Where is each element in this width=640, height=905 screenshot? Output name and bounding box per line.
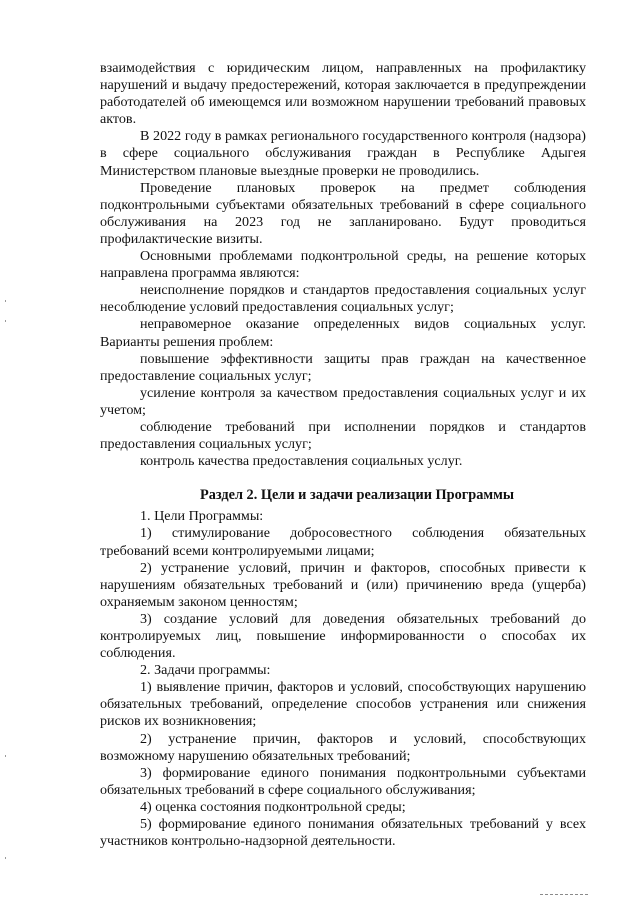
body-paragraph: В 2022 году в рамках регионального государственного контроля (надзора) в сфере социального обслуживания граждан в Республике Адыгея Министерством плановые выездные проверки не проводились. [100, 128, 586, 179]
scan-speck [5, 320, 6, 322]
body-paragraph: 3) создание условий для доведения обязательных требований до контролируемых лиц, повышение информированности о способах их соблюдения. [100, 610, 586, 662]
scan-speck [5, 755, 6, 757]
body-paragraph: 4) оценка состояния подконтрольной среды; [140, 798, 406, 815]
body-paragraph: повышение эффективности защиты прав граждан на качественное предоставление социальных услуг; [100, 350, 586, 384]
body-paragraph: соблюдение требований при исполнении порядков и стандартов предоставления социальных услуг; [100, 418, 586, 453]
body-paragraph: 5) формирование единого понимания обязательных требований у всех участников контрольно-надзорной деятельности. [100, 816, 586, 850]
body-paragraph: взаимодействия с юридическим лицом, направленных на профилактику нарушений и выдачу предостережений, которая заключается в предупреждении работодателей об имеющемся или возможном нарушении требований правовых актов. [100, 60, 586, 128]
body-paragraph: Проведение плановых проверок на предмет соблюдения подконтрольными субъектами обязательных требований в сфере социального обслуживания на 2023 год не запланировано. Будут проводиться профилактические визиты. [100, 179, 586, 247]
body-paragraph: 2) устранение условий, причин и факторов, способных привести к нарушениям обязательных требований и (или) причинению вреда (ущерба) охраняемым законом ценностям; [100, 559, 586, 610]
body-paragraph: контроль качества предоставления социальных услуг. [140, 453, 463, 470]
footer-rule [540, 894, 588, 897]
body-paragraph: 1) стимулирование добросовестного соблюдения обязательных требований всеми контролируемыми лицами; [100, 525, 586, 559]
body-paragraph: 2. Задачи программы: [140, 662, 271, 679]
document-body [100, 60, 586, 850]
body-paragraph: 1. Цели Программы: [140, 508, 264, 525]
scan-speck [5, 300, 6, 302]
scan-speck [5, 857, 6, 859]
body-paragraph: Основными проблемами подконтрольной среды, на решение которых направлена программа являются: [100, 248, 586, 282]
section-heading: Раздел 2. Цели и задачи реализации Программы [200, 487, 514, 504]
body-paragraph: неправомерное оказание определенных видов социальных услуг. Варианты решения проблем: [100, 316, 586, 350]
body-paragraph: неисполнение порядков и стандартов предоставления социальных услуг несоблюдение условий предоставления социальных услуг; [100, 282, 586, 316]
body-paragraph: усиление контроля за качеством предоставления социальных услуг и их учетом; [100, 384, 586, 418]
body-paragraph: 3) формирование единого понимания подконтрольными субъектами обязательных требований в сфере социального обслуживания; [100, 764, 586, 798]
body-paragraph: 1) выявление причин, факторов и условий, способствующих нарушению обязательных требований, определение способов устранения или снижения рисков их возникновения; [100, 679, 586, 730]
body-paragraph: 2) устранение причин, факторов и условий, способствующих возможному нарушению обязательных требований; [100, 730, 586, 764]
